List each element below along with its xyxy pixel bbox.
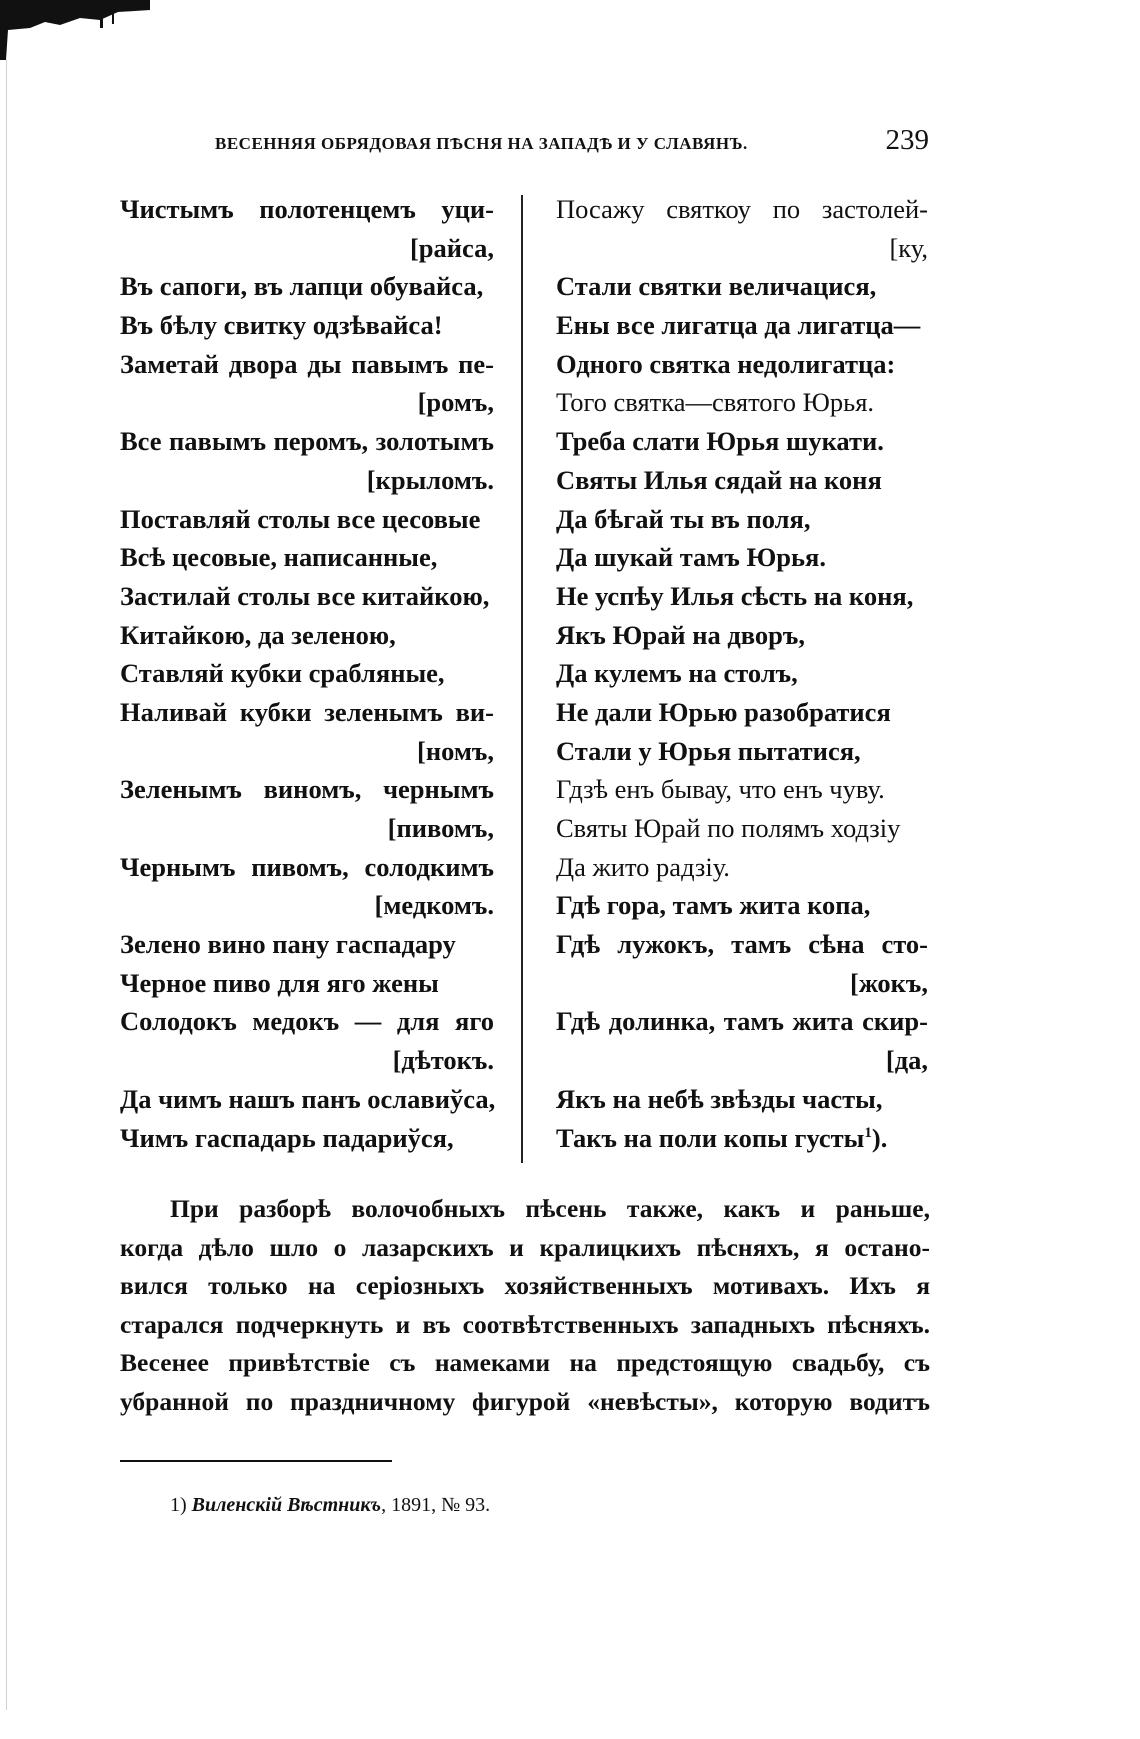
poem-line-text: Да бѣгай ты въ поля, (556, 503, 811, 534)
poem-line-text: Стали у Юрья пытатися, (556, 735, 861, 766)
poem-line (556, 229, 928, 268)
poem-line-text: Да жито радзіу. (556, 851, 730, 882)
poem-line-text: Такъ на поли копы густы (556, 1122, 865, 1153)
poem-line (556, 809, 928, 848)
poem-line (556, 1119, 928, 1158)
poem-line-text: [медкомъ. (374, 890, 494, 921)
poem-line-text: Стали святки величацися, (556, 271, 877, 302)
poem-line-text: Заметай двора ды павымъ пе- (120, 348, 494, 379)
paragraph-line: При разборѣ волочобныхъ пѣсень также, какъ и раньше, (170, 1194, 930, 1223)
footnote (170, 1494, 490, 1517)
poem-line-text: Не дали Юрью разобратися (556, 696, 891, 727)
poem-line-text: [райса, (409, 232, 494, 263)
paragraph-line: убранной по праздничному фигурой «невѣсты», которую водитъ (120, 1386, 930, 1416)
poem-line-text: Того святка—святого Юрья. (556, 387, 875, 418)
poem-line (556, 422, 928, 461)
poem-line-text: Святы Илья сядай на коня (556, 464, 882, 495)
poem-line (556, 693, 928, 732)
poem-line (556, 500, 928, 539)
poem-line-text: Застилай столы все китайкою, (120, 580, 490, 611)
paragraph-line: старался подчеркнуть и въ соотвѣтственныхъ западныхъ пѣсняхъ. (120, 1309, 930, 1339)
running-header (215, 124, 935, 160)
poem-line (556, 654, 928, 693)
paragraph-line: Весенее привѣтствіе съ намеками на предстоящую свадьбу, съ (120, 1348, 930, 1377)
poem-line (120, 422, 494, 461)
poem-line (120, 693, 494, 732)
poem-line (120, 809, 494, 848)
poem-line-text: [крыломъ. (366, 464, 494, 495)
poem-line (120, 345, 494, 384)
poem-line-text: Гдѣ лужокъ, тамъ сѣна сто- (556, 929, 928, 960)
poem-line-text: Зелено вино пану гаспадару (120, 929, 456, 960)
poem-line (556, 461, 928, 500)
poem-line (556, 538, 928, 577)
poem-line-text: Гдѣ гора, тамъ жита копа, (556, 890, 871, 921)
poem-line (120, 1002, 494, 1041)
poem-line (556, 1080, 928, 1119)
footnote-rule (120, 1460, 392, 1462)
poem-line-text: Чернымъ пивомъ, солодкимъ (120, 851, 494, 882)
poem-right-column (556, 190, 928, 1157)
paragraph-line: вился только на серіозныхъ хозяйственныхъ мотивахъ. Ихъ я (120, 1271, 930, 1300)
poem-line-text: [пивомъ, (387, 813, 494, 843)
poem-line (556, 383, 928, 422)
poem-line-text: Наливай кубки зеленымъ ви- (120, 696, 494, 727)
poem-line (120, 306, 494, 345)
poem-line-text: Все павымъ перомъ, золотымъ (120, 426, 494, 457)
poem-line (120, 886, 494, 925)
footnote-marker: 1) (170, 1494, 187, 1516)
poem-line (120, 383, 494, 422)
paragraph-line: когда дѣло шло о лазарскихъ и кралицкихъ пѣсняхъ, я остано- (120, 1232, 930, 1262)
poem-line (556, 1002, 928, 1041)
footnote-details: , 1891, № 93. (381, 1494, 491, 1516)
poem-line (120, 616, 494, 655)
poem-line (556, 267, 928, 306)
scan-artifact-corner (0, 0, 150, 60)
poem-left-column (120, 190, 494, 1157)
body-paragraph (120, 1190, 930, 1421)
poem-line-text: Поставляй столы все цесовые (120, 503, 481, 534)
poem-line (120, 500, 494, 539)
poem-line (556, 306, 928, 345)
poem-line (556, 848, 928, 887)
poem-line-text: [номъ, (417, 735, 494, 766)
poem-line (120, 925, 494, 964)
poem-line-text: Въ сапоги, въ лапци обувайса, (120, 271, 484, 302)
poem-line-text: Зеленымъ виномъ, чернымъ (120, 774, 494, 805)
poem-line (556, 616, 928, 655)
poem-line-text: Солодокъ медокъ — для яго (120, 1006, 494, 1037)
poem-line-text: Гдзѣ енъ бывау, что енъ чуву. (556, 774, 885, 805)
footnote-source: Виленскій Вѣстникъ (191, 1494, 382, 1516)
poem-line (120, 190, 494, 229)
poem-line-tail: ). (871, 1122, 888, 1153)
poem-line-text: Да шукай тамъ Юрья. (556, 542, 827, 573)
poem-line-text: Чистымъ полотенцемъ уци- (120, 194, 494, 224)
poem-line-text: Одного святка недолигатца: (556, 348, 896, 379)
poem-line-text: Гдѣ долинка, тамъ жита скир- (556, 1006, 928, 1037)
poem-line (556, 964, 928, 1003)
poem-line (120, 267, 494, 306)
poem-line-text: [дѣтокъ. (392, 1045, 494, 1076)
poem-line (120, 964, 494, 1003)
poem-line-text: Якъ на небѣ звѣзды часты, (556, 1083, 883, 1114)
poem-line (120, 538, 494, 577)
poem-line-text: Посажу святкоу по застолей- (556, 194, 928, 224)
page-number: 239 (885, 124, 929, 156)
poem-line (120, 770, 494, 809)
poem-line-text: Не успѣу Илья сѣсть на коня, (556, 580, 914, 611)
poem-line (556, 925, 928, 964)
poem-line (120, 577, 494, 616)
poem-line-text: Ставляй кубки срабляные, (120, 658, 445, 689)
poem-line-text: Черное пиво для яго жены (120, 967, 439, 998)
poem-line-text: Чимъ гаспадарь падариўся, (120, 1122, 454, 1153)
column-divider (521, 195, 523, 1163)
poem-line (556, 886, 928, 925)
running-title: ВЕСЕННЯЯ ОБРЯДОВАЯ ПѢСНЯ НА ЗАПАДѢ И У СЛАВЯНЪ. (215, 134, 748, 153)
poem-line-text: [ромъ, (417, 387, 494, 418)
poem-line (120, 848, 494, 887)
poem-line-text: Китайкою, да зеленою, (120, 619, 396, 650)
poem-line (120, 1080, 494, 1119)
poem-line (120, 1041, 494, 1080)
poem-line (120, 229, 494, 268)
poem-line (120, 654, 494, 693)
poem-line (120, 1119, 494, 1158)
poem-line (556, 770, 928, 809)
poem-line-text: Всѣ цесовые, написанные, (120, 542, 438, 573)
poem-line-text: Ены все лигатца да лигатца— (556, 310, 921, 341)
poem-line-text: Да кулемъ на столъ, (556, 658, 798, 689)
poem-line (556, 345, 928, 384)
poem-line (556, 190, 928, 229)
poem-line (556, 732, 928, 771)
poem-line (120, 461, 494, 500)
poem-line-text: Треба слати Юрья шукати. (556, 426, 884, 457)
page-edge-line (6, 60, 7, 1710)
poem-line-text: [жокъ, (850, 967, 928, 998)
footnote-reference: 1 (864, 1124, 872, 1141)
poem-line (556, 577, 928, 616)
poem-line-text: Да чимъ нашъ панъ ославиўса, (120, 1083, 496, 1114)
poem-line-text: [ку, (889, 232, 928, 263)
poem-line (120, 732, 494, 771)
poem-line-text: Въ бѣлу свитку одзѣвайса! (120, 310, 443, 341)
poem-line-text: Святы Юрай по полямъ ходзіу (556, 813, 901, 843)
poem-line-text: [да, (885, 1045, 928, 1076)
poem-line-text: Якъ Юрай на дворъ, (556, 619, 805, 650)
poem-line (556, 1041, 928, 1080)
